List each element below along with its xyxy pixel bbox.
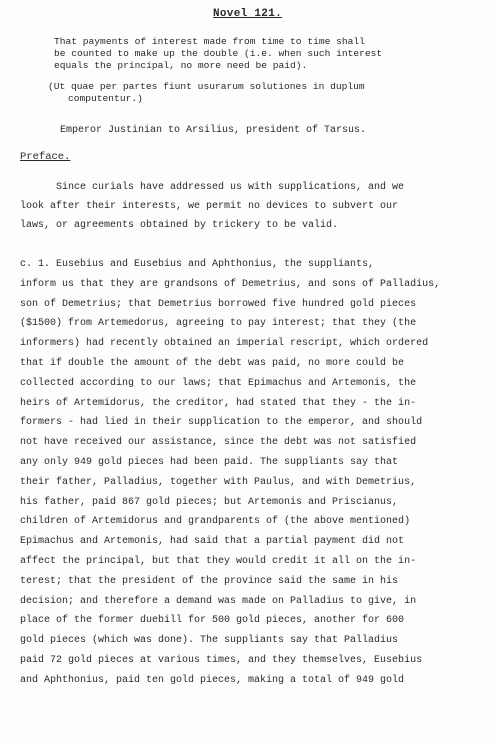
page-title: Novel 121. [212,8,282,20]
summary-paragraph [54,36,484,72]
section-line: heirs of Artemidorus, the creditor, had stated that they - the in- [20,397,417,409]
section-line: and Aphthonius, paid ten gold pieces, making a total of 949 gold [20,674,405,686]
addressee-line: Emperor Justinian to Arsilius, president of Tarsus. [60,125,367,136]
section-line: their father, Palladius, together with Paulus, and with Demetrius, [20,476,417,488]
section-line: c. 1. Eusebius and Eusebius and Aphthonius, the suppliants, [20,259,375,270]
section-line: children of Artemidorus and grandparents of (the above mentioned) [20,516,411,528]
preface-line: Since curials have addressed us with supplications, and we [56,182,405,193]
section-line: that if double the amount of the debt was paid, no more could be [20,357,405,369]
section-line: collected according to our laws; that Epimachus and Artemonis, the [20,377,417,389]
section-line: decision; and therefore a demand was made on Palladius to give, in [20,595,417,607]
preface-heading: Preface. [20,151,71,163]
section-line: gold pieces (which was done). The suppliants say that Palladius [20,635,399,647]
section-line: inform us that they are grandsons of Demetrius, and sons of Palladius, [20,278,441,290]
section-line: terest; that the president of the province said the same in his [20,575,399,587]
section-line: Epimachus and Artemonis, had said that a partial payment did not [20,536,405,548]
section-line: any only 949 gold pieces had been paid. The suppliants say that [20,456,399,468]
summary-line: equals the principal, no more need be paid). [54,60,308,71]
section-line: ($1500) from Artemedorus, agreeing to pay interest; that they (the [20,318,417,330]
section-line: informers) had recently obtained an imperial rescript, which ordered [20,338,429,350]
latin-line: (Ut quae per partes fiunt usurarum solutiones in duplum [48,81,365,92]
section-line: affect the principal, but that they would credit it all on the in- [20,555,417,567]
section-line: son of Demetrius; that Demetrius borrowed five hundred gold pieces [20,298,417,310]
section-line: paid 72 gold pieces at various times, and they themselves, Eusebius [20,654,423,666]
preface-paragraph [20,178,490,235]
section-line: his father, paid 867 gold pieces; but Artemonis and Priscianus, [20,496,399,508]
latin-line: computentur.) [68,93,143,104]
section-line: formers - had lied in their supplication to the emperor, and should [20,417,423,429]
summary-line: be counted to make up the double (i.e. when such interest [54,48,383,59]
section-line: not have received our assistance, since the debt was not satisfied [20,437,417,449]
preface-line: look after their interests, we permit no devices to subvert our [20,201,399,212]
summary-line: That payments of interest made from time to time shall [54,36,365,47]
preface-line: laws, or agreements obtained by trickery to be valid. [20,220,339,231]
section-line: place of the former duebill for 500 gold pieces, another for 600 [20,615,405,627]
section-1-paragraph [20,255,490,691]
latin-title [48,81,484,105]
